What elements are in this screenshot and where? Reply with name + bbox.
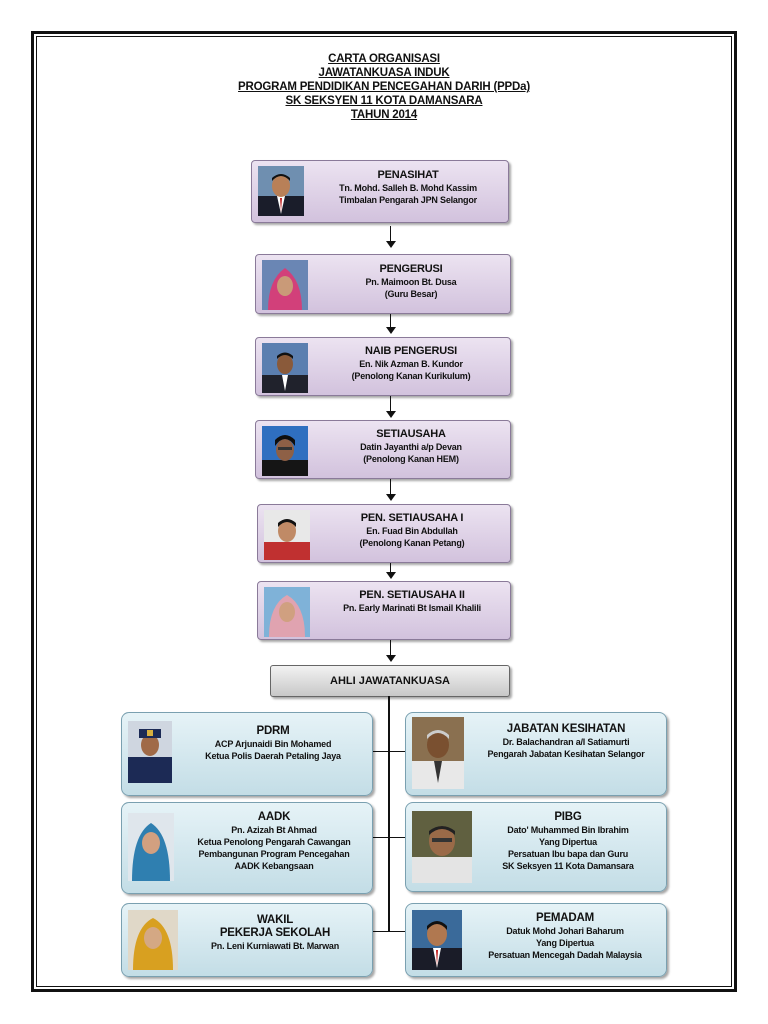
chart-title-block: [0, 52, 768, 122]
arrow-down-icon: [386, 226, 396, 248]
member-line: Pn. Azizah Bt Ahmad: [231, 825, 317, 835]
member-line: Datuk Mohd Johari Baharum: [506, 926, 624, 936]
setiausaha-box: [255, 420, 511, 479]
person-name: Datin Jayanthi a/p Devan: [360, 442, 462, 452]
role-label: PEN. SETIAUSAHA I: [360, 512, 464, 524]
member-line: Dato' Muhammed Bin Ibrahim: [507, 825, 629, 835]
person-photo-icon: [264, 510, 310, 560]
title-line-2: JAWATANKUASA INDUK: [318, 67, 450, 79]
person-detail: Timbalan Pengarah JPN Selangor: [339, 195, 477, 205]
role-label: WAKIL: [256, 914, 294, 926]
connector-vertical: [388, 696, 390, 932]
person-photo-icon: [258, 166, 304, 216]
person-photo-icon: [128, 910, 178, 970]
person-detail: (Penolong Kanan Petang): [359, 538, 465, 548]
arrow-down-icon: [386, 396, 396, 418]
member-line: Ketua Penolong Pengarah Cawangan: [197, 837, 351, 847]
person-photo-icon: [264, 587, 310, 637]
member-box-aadk: [121, 802, 373, 894]
member-box-wakil: [121, 903, 373, 977]
role-label: JABATAN KESIHATAN: [506, 723, 626, 735]
penasihat-box: [251, 160, 509, 223]
member-line: SK Seksyen 11 Kota Damansara: [502, 861, 634, 871]
title-line-4: SK SEKSYEN 11 KOTA DAMANSARA: [285, 95, 483, 107]
arrow-down-icon: [386, 314, 396, 334]
person-detail: (Guru Besar): [384, 289, 438, 299]
role-label: PIBG: [554, 811, 582, 823]
person-photo-icon: [412, 717, 464, 789]
person-photo-icon: [262, 426, 308, 476]
member-box-pemadam: [405, 903, 667, 977]
title-line-3: PROGRAM PENDIDIKAN PENCEGAHAN DARIH (PPDa): [238, 81, 530, 93]
role-label: AADK: [257, 811, 291, 823]
person-name: En. Nik Azman B. Kundor: [359, 359, 463, 369]
connector-row-2: [371, 837, 406, 838]
member-line: Pembangunan Program Pencegahan: [198, 849, 350, 859]
pengerusi-box: [255, 254, 511, 314]
member-line: Pn. Leni Kurniawati Bt. Marwan: [210, 941, 340, 951]
connector-row-1: [371, 751, 406, 752]
arrow-down-icon: [386, 640, 396, 662]
person-name: Pn. Early Marinati Bt Ismail Khalili: [343, 603, 481, 613]
person-photo-icon: [412, 811, 472, 883]
member-line: AADK Kebangsaan: [234, 861, 314, 871]
role-label: PENASIHAT: [377, 169, 439, 181]
role-label: SETIAUSAHA: [376, 428, 446, 440]
member-line: Yang Dipertua: [536, 938, 594, 948]
role-label-2: PEKERJA SEKOLAH: [219, 927, 331, 939]
title-line-5: TAHUN 2014: [350, 109, 418, 121]
member-line: Ketua Polis Daerah Petaling Jaya: [205, 751, 341, 761]
member-line: ACP Arjunaidi Bin Mohamed: [214, 739, 332, 749]
pen-setiausaha-2-box: [257, 581, 511, 640]
member-line: Persatuan Mencegah Dadah Malaysia: [488, 950, 642, 960]
person-photo-icon: [262, 343, 308, 393]
person-photo-icon: [128, 813, 174, 881]
role-label: PEN. SETIAUSAHA II: [359, 589, 465, 601]
role-label: PEMADAM: [535, 912, 594, 924]
naib-pengerusi-box: [255, 337, 511, 396]
role-label: PDRM: [256, 725, 290, 737]
member-box-jabatan-kesihatan: [405, 712, 667, 796]
person-name: En. Fuad Bin Abdullah: [366, 526, 458, 536]
person-detail: (Penolong Kanan HEM): [363, 454, 459, 464]
member-line: Pengarah Jabatan Kesihatan Selangor: [487, 749, 645, 759]
member-line: Dr. Balachandran a/l Satiamurti: [502, 737, 630, 747]
arrow-down-icon: [386, 479, 396, 501]
connector-row-3: [371, 931, 406, 932]
person-name: Tn. Mohd. Salleh B. Mohd Kassim: [339, 183, 477, 193]
person-photo-icon: [412, 910, 462, 970]
arrow-down-icon: [386, 563, 396, 579]
title-line-1: CARTA ORGANISASI: [328, 53, 440, 65]
person-photo-icon: [128, 721, 172, 783]
person-detail: (Penolong Kanan Kurikulum): [351, 371, 471, 381]
pen-setiausaha-1-box: [257, 504, 511, 563]
role-label: NAIB PENGERUSI: [365, 345, 457, 357]
member-line: Yang Dipertua: [539, 837, 597, 847]
member-box-pibg: [405, 802, 667, 892]
role-label: PENGERUSI: [379, 263, 443, 275]
person-photo-icon: [262, 260, 308, 310]
member-box-pdrm: [121, 712, 373, 796]
member-line: Persatuan Ibu bapa dan Guru: [507, 849, 629, 859]
person-name: Pn. Maimoon Bt. Dusa: [365, 277, 457, 287]
ahli-jawatankuasa-box: AHLI JAWATANKUASA: [270, 665, 510, 697]
